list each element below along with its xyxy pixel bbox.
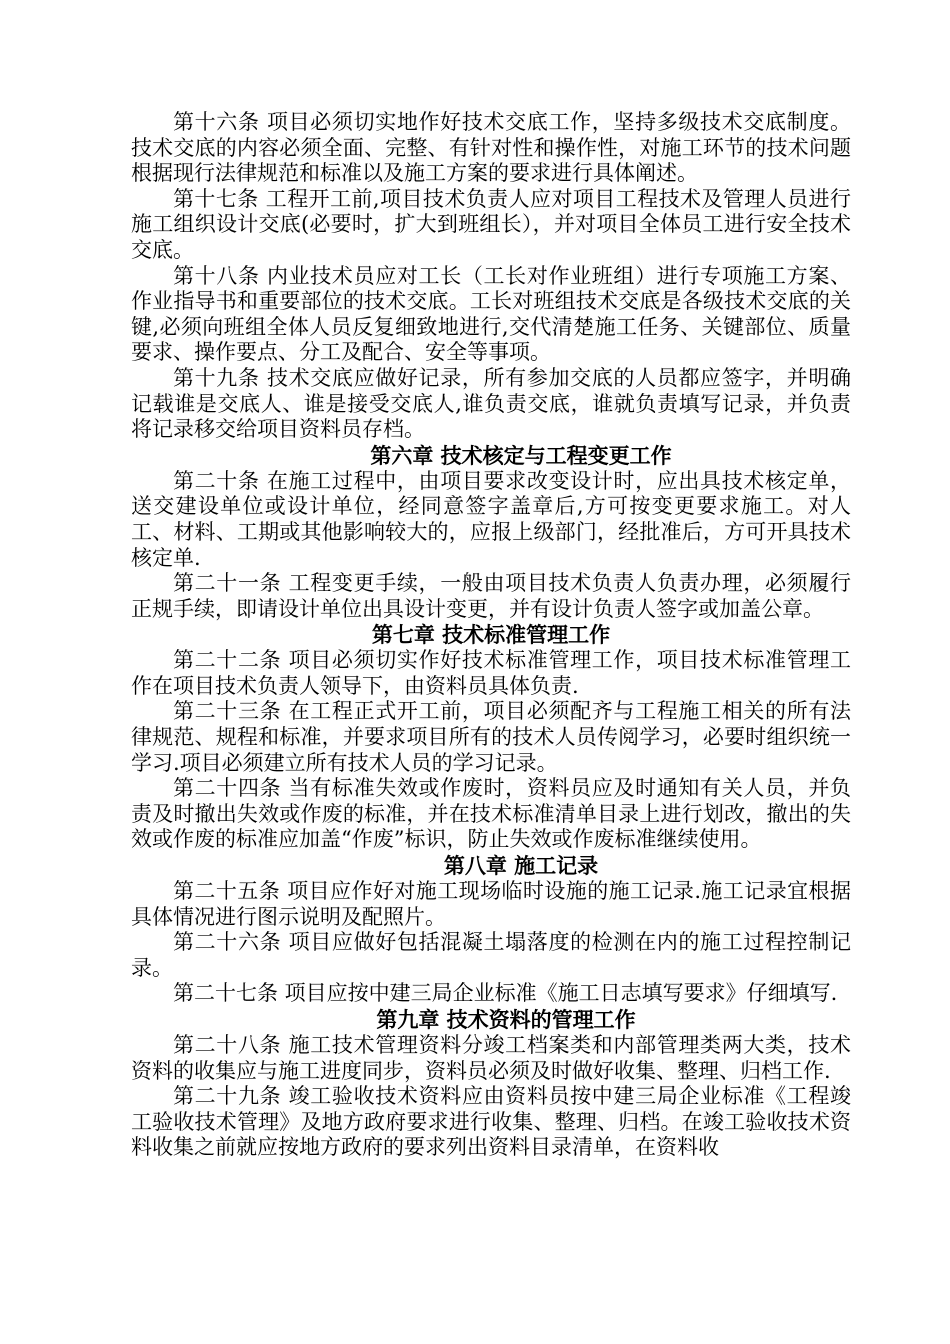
article-28: 第二十八条 施工技术管理资料分竣工档案类和内部管理类两大类，技术资料的收集应与施工进度同步，资料员必须及时做好收集、整理、归档工作. — [131, 1033, 851, 1083]
document-page — [131, 110, 851, 1161]
article-18: 第十八条 内业技术员应对工长（工长对作业班组）进行专项施工方案、作业指导书和重要部位的技术交底。工长对班组技术交底是各级技术交底的关键,必须向班组全体人员反复细致地进行,交代清楚施工任务、关键部位、质量要求、操作要点、分工及配合、安全等事项。 — [131, 263, 851, 365]
article-27: 第二十七条 项目应按中建三局企业标准《施工日志填写要求》仔细填写. — [173, 981, 838, 1006]
chapter-9-heading: 第九章 技术资料的管理工作 — [376, 1008, 636, 1032]
article-16: 第十六条 项目必须切实地作好技术交底工作，坚持多级技术交底制度。技术交底的内容必须全面、完整、有针对性和操作性，对施工环节的技术问题根据现行法律规范和标准以及施工方案的要求进行具体阐述。 — [131, 110, 851, 186]
article-21: 第二十一条 工程变更手续，一般由项目技术负责人负责办理，必须履行正规手续，即请设计单位出具设计变更，并有设计负责人签字或加盖公章。 — [131, 571, 851, 621]
article-26: 第二十六条 项目应做好包括混凝土塌落度的检测在内的施工过程控制记录。 — [131, 930, 851, 980]
article-23: 第二十三条 在工程正式开工前，项目必须配齐与工程施工相关的所有法律规范、规程和标准，并要求项目所有的技术人员传阅学习，必要时组织统一学习.项目必须建立所有技术人员的学习记录。 — [131, 699, 851, 775]
article-17: 第十七条 工程开工前,项目技术负责人应对项目工程技术及管理人员进行施工组织设计交底(必要时，扩大到班组长），并对项目全体员工进行安全技术交底。 — [131, 186, 851, 262]
chapter-6-heading: 第六章 技术核定与工程变更工作 — [370, 443, 672, 468]
article-29: 第二十九条 竣工验收技术资料应由资料员按中建三局企业标准《工程竣工验收技术管理》及地方政府要求进行收集、整理、归档。在竣工验收技术资料收集之前就应按地方政府的要求列出资料目录清单，在资料收 — [131, 1084, 851, 1160]
chapter-8-heading: 第八章 施工记录 — [443, 854, 599, 879]
article-25: 第二十五条 项目应作好对施工现场临时设施的施工记录.施工记录宜根据具体情况进行图示说明及配照片。 — [131, 879, 851, 929]
article-20: 第二十条 在施工过程中，由项目要求改变设计时，应出具技术核定单，送交建设单位或设计单位，经同意签字盖章后,方可按变更要求施工。对人工、材料、工期或其他影响较大的，应报上级部门，经批准后，方可开具技术核定单. — [131, 468, 851, 570]
article-24: 第二十四条 当有标准失效或作废时，资料员应及时通知有关人员，并负责及时撤出失效或作废的标准，并在技术标准清单目录上进行划改，撤出的失效或作废的标准应加盖“作废”标识，防止失效或作废标准继续使用。 — [131, 776, 851, 852]
article-19: 第十九条 技术交底应做好记录，所有参加交底的人员都应签字，并明确记载谁是交底人、谁是接受交底人,谁负责交底，谁就负责填写记录，并负责将记录移交给项目资料员存档。 — [131, 365, 851, 442]
article-22: 第二十二条 项目必须切实作好技术标准管理工作，项目技术标准管理工作在项目技术负责人领导下，由资料员具体负责. — [131, 648, 851, 698]
chapter-7-heading: 第七章 技术标准管理工作 — [371, 623, 611, 648]
